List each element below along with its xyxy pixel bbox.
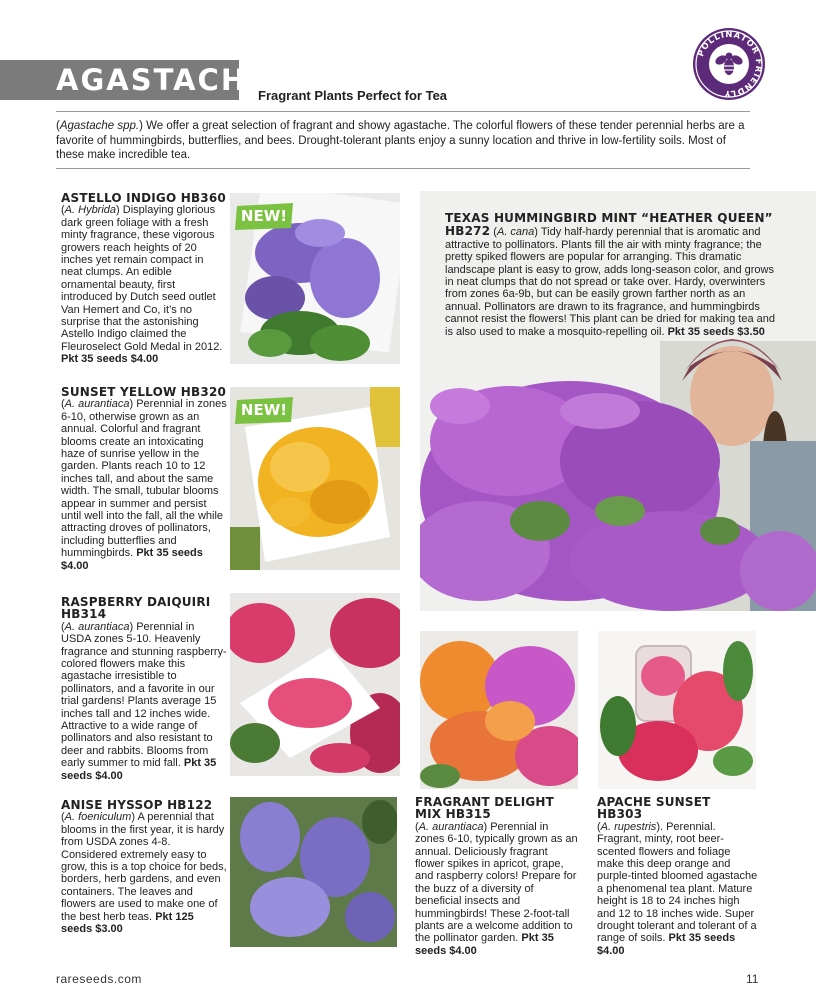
product-desc-text: ). Perennial. Fragrant, minty, root beer-scented flowers and foliage make this deep orange and purple-tinted bloomed agastache a phenomenal tea plant. Mature height is 18 to 24 inches high and 12 to 18 inches wide. Super drought tolerant and tolerant of a range of soils. [597, 820, 758, 945]
product-price: Pkt 35 seeds $4.00 [415, 932, 554, 957]
product-latin: A. aurantiaca [64, 620, 130, 633]
product-name: TEXAS HUMMINGBIRD MINT “HEATHER QUEEN” HB272 [445, 211, 773, 239]
intro-rule [56, 168, 750, 169]
photo-raspberry-daiquiri [230, 593, 400, 776]
product-raspberry-daiquiri [61, 596, 227, 782]
product-desc-text: ) Perennial in USDA zones 5-10. Heavenly fragrance and stunning raspberry-colored flowers make this agastache irresistible to pollinators, and a favorite in our trial gardens! Plants average 15 inches tall and 12 inches wide. Attractive to a wide range of pollinators and also resistant to deer and rabbits. Blooms from early summer to mid fall. [61, 620, 227, 770]
new-tag-label: NEW! [240, 207, 288, 225]
new-tag [235, 203, 293, 230]
page-subtitle: Fragrant Plants Perfect for Tea [258, 88, 448, 103]
product-latin: A. aurantiaca [64, 398, 130, 411]
new-tag [235, 397, 293, 424]
header-rule [56, 111, 750, 112]
product-desc-text: ) A perennial that blooms in the first year, it is hardy from USDA zones 4-8. Considered extremely easy to grow, this is a top choice for beds, borders, herb gardens, and even containers. The leaves and flowers are used to make one of the best herb teas. [61, 811, 227, 923]
product-latin: A. cana [496, 226, 535, 239]
product-desc-text: ) Perennial in zones 6-10, typically grown as an annual. Deliciously fragrant flower spikes in apricot, grape, and raspberry colors! Prepare for the buzz of a diversity of beneficial insects and hummingbirds! These 2-foot-tall plants are a welcome addition to the pollinator garden. [415, 820, 578, 945]
product-name: SUNSET YELLOW HB320 [61, 385, 227, 399]
pollinator-friendly-badge [693, 28, 765, 100]
product-fragrant-delight-mix [415, 796, 580, 957]
product-name: ASTELLO INDIGO HB360 [61, 191, 226, 205]
product-name: FRAGRANT DELIGHT MIX HB315 [415, 795, 555, 822]
product-apache-sunset [597, 796, 760, 957]
intro-paragraph: (Agastache spp.) We offer a great selection of fragrant and showy agastache. The colorful flowers of these tender perennial herbs are a favorite of hummingbirds, butterflies, and bees. Drought-tolerant plants enjoy a sunny location and thrive in low-fertility soils. Most of these make incredible tea. [56, 120, 745, 161]
footer-url: rareseeds.com [56, 972, 142, 986]
product-desc: (A. aurantiaca) Perennial in zones 6-10, typically grown as an annual. Deliciously fragrant flower spikes in apricot, grape, and raspberry colors! Prepare for the buzz of a diversity of beneficial insects and hummingbirds! These 2-foot-tall plants are a welcome addition to the pollinator garden. Pkt 35 seeds $4.00 [415, 820, 578, 957]
product-price: Pkt 35 seeds $4.00 [61, 353, 159, 366]
product-price: Pkt 125 seeds $3.00 [61, 910, 194, 936]
product-latin: A. aurantiaca [418, 820, 484, 833]
page-number: 11 [746, 972, 759, 986]
intro-text: ) We offer a great selection of fragrant and showy agastache. The colorful flowers of these tender perennial herbs are a favorite of hummingbirds, butterflies, and bees. Drought-tolerant plants enjoy a sunny location and thrive in low-fertility soils. Most of these make incredible tea. [56, 120, 745, 161]
product-latin: A. Hybrida [64, 204, 117, 217]
product-name: RASPBERRY DAIQUIRI HB314 [61, 595, 211, 622]
product-price: Pkt 35 seeds $4.00 [61, 547, 203, 572]
product-texas-hummingbird-mint: TEXAS HUMMINGBIRD MINT “HEATHER QUEEN” HB272 (A. cana) Tidy half-hardy perennial that is aromatic and attractive to pollinators. Plants fill the air with minty fragrance; the pretty spiked flowers are popular for arranging. This dramatic landscape plant is easy to grow, adds long-season color, and grows in neat clumps that do not spread or take over. Hardy, overwinters from zones 6a-9b, but can be easily grown farther north as an annual. Pollinators are drawn to its fragrance, and hummingbirds cannot resist the flowers! This plant can be dried for making tea and is also used to make a mosquito-repelling oil. Pkt 35 seeds $3.50 [445, 211, 775, 338]
product-desc: (A. foeniculum) A perennial that blooms in the first year, it is hardy from USDA zones 4-8. Considered extremely easy to grow, this is a top choice for beds, borders, herb gardens, and even containers. The leaves and flowers are used to make one of the best herb teas. Pkt 125 seeds $3.00 [61, 811, 227, 936]
product-desc: (A. aurantiaca) Perennial in zones 6-10, otherwise grown as an annual. Colorful and fragrant blooms create an intoxicating haze of sunrise yellow in the garden. Plants reach 10 to 12 inches tall, and about the same width. The small, tubular blooms appear in summer and persist until well into the fall, all the while attracting droves of pollinators, including butterflies and hummingbirds. Pkt 35 seeds $4.00 [61, 398, 227, 572]
product-desc-text: ) Displaying glorious dark green foliage with a fresh minty fragrance, these vigorous growers reach heights of 20 inches yet remain compact in neat clumps. An edible ornamental beauty, first introduced by Dutch seed outlet Van Hemert and Co, it’s no surprise that the astonishing Astello Indigo claimed the Fleuroselect Gold Medal in 2012. [61, 204, 223, 353]
badge-text: POLLINATOR FRIENDLY [695, 28, 765, 100]
product-astello-indigo [61, 192, 227, 366]
product-name: ANISE HYSSOP HB122 [61, 798, 213, 812]
product-desc-text: ) Perennial in zones 6-10, otherwise grown as an annual. Colorful and fragrant blooms create an intoxicating haze of sunrise yellow in the garden. Plants reach 10 to 12 inches tall, and about the same width. The small, tubular blooms appear in summer and persist until well into the fall, all the while attracting droves of pollinators, including butterflies and hummingbirds. [61, 398, 227, 560]
product-anise-hyssop [61, 799, 227, 935]
product-latin: A. rupestris [600, 820, 657, 833]
new-tag-label: NEW! [240, 401, 288, 419]
photo-anise-hyssop [230, 797, 397, 947]
product-price: Pkt 35 seeds $4.00 [61, 757, 217, 782]
product-desc: (A. rupestris). Perennial. Fragrant, minty, root beer-scented flowers and foliage make this deep orange and purple-tinted bloomed agastache a phenomenal tea plant. Mature height is 18 to 24 inches high and 12 to 18 inches wide. Super drought tolerant and tolerant of a range of soils. Pkt 35 seeds $4.00 [597, 820, 758, 957]
page-title: AGASTACHE [56, 63, 269, 97]
product-price: Pkt 35 seeds $3.50 [667, 325, 765, 338]
product-desc: (A. aurantiaca) Perennial in USDA zones 5-10. Heavenly fragrance and stunning raspberry-colored flowers make this agastache irresistible to pollinators, and a favorite in our trial gardens! Plants average 15 inches tall and 12 inches wide. Attractive to a wide range of pollinators and also resistant to deer and rabbits. Blooms from early summer to mid fall. Pkt 35 seeds $4.00 [61, 620, 227, 782]
product-price: Pkt 35 seeds $4.00 [597, 932, 736, 957]
product-sunset-yellow [61, 386, 227, 572]
product-desc: (A. Hybrida) Displaying glorious dark green foliage with a fresh minty fragrance, these vigorous growers reach heights of 20 inches yet remain compact in neat clumps. An edible ornamental beauty, first introduced by Dutch seed outlet Van Hemert and Co, it’s no surprise that the astonishing Astello Indigo claimed the Fleuroselect Gold Medal in 2012. Pkt 35 seeds $4.00 [61, 204, 223, 366]
intro-latin: Agastache spp. [59, 120, 140, 132]
photo-fragrant-delight-mix [420, 631, 578, 789]
product-name: APACHE SUNSET HB303 [597, 795, 711, 822]
photo-apache-sunset [598, 631, 756, 789]
product-desc-text: ) Tidy half-hardy perennial that is aromatic and attractive to pollinators. Plants fill the air with minty fragrance; the pretty spiked flowers are popular for arranging. This dramatic landscape plant is easy to grow, adds long-season color, and grows in neat clumps that do not spread or take over. Hardy, overwinters from zones 6a-9b, but can be easily grown farther north as an annual. Pollinators are drawn to its fragrance, and hummingbirds cannot resist the flowers! This plant can be dried for making tea and is also used to make a mosquito-repelling oil. [445, 226, 775, 338]
product-latin: A. foeniculum [64, 811, 132, 824]
